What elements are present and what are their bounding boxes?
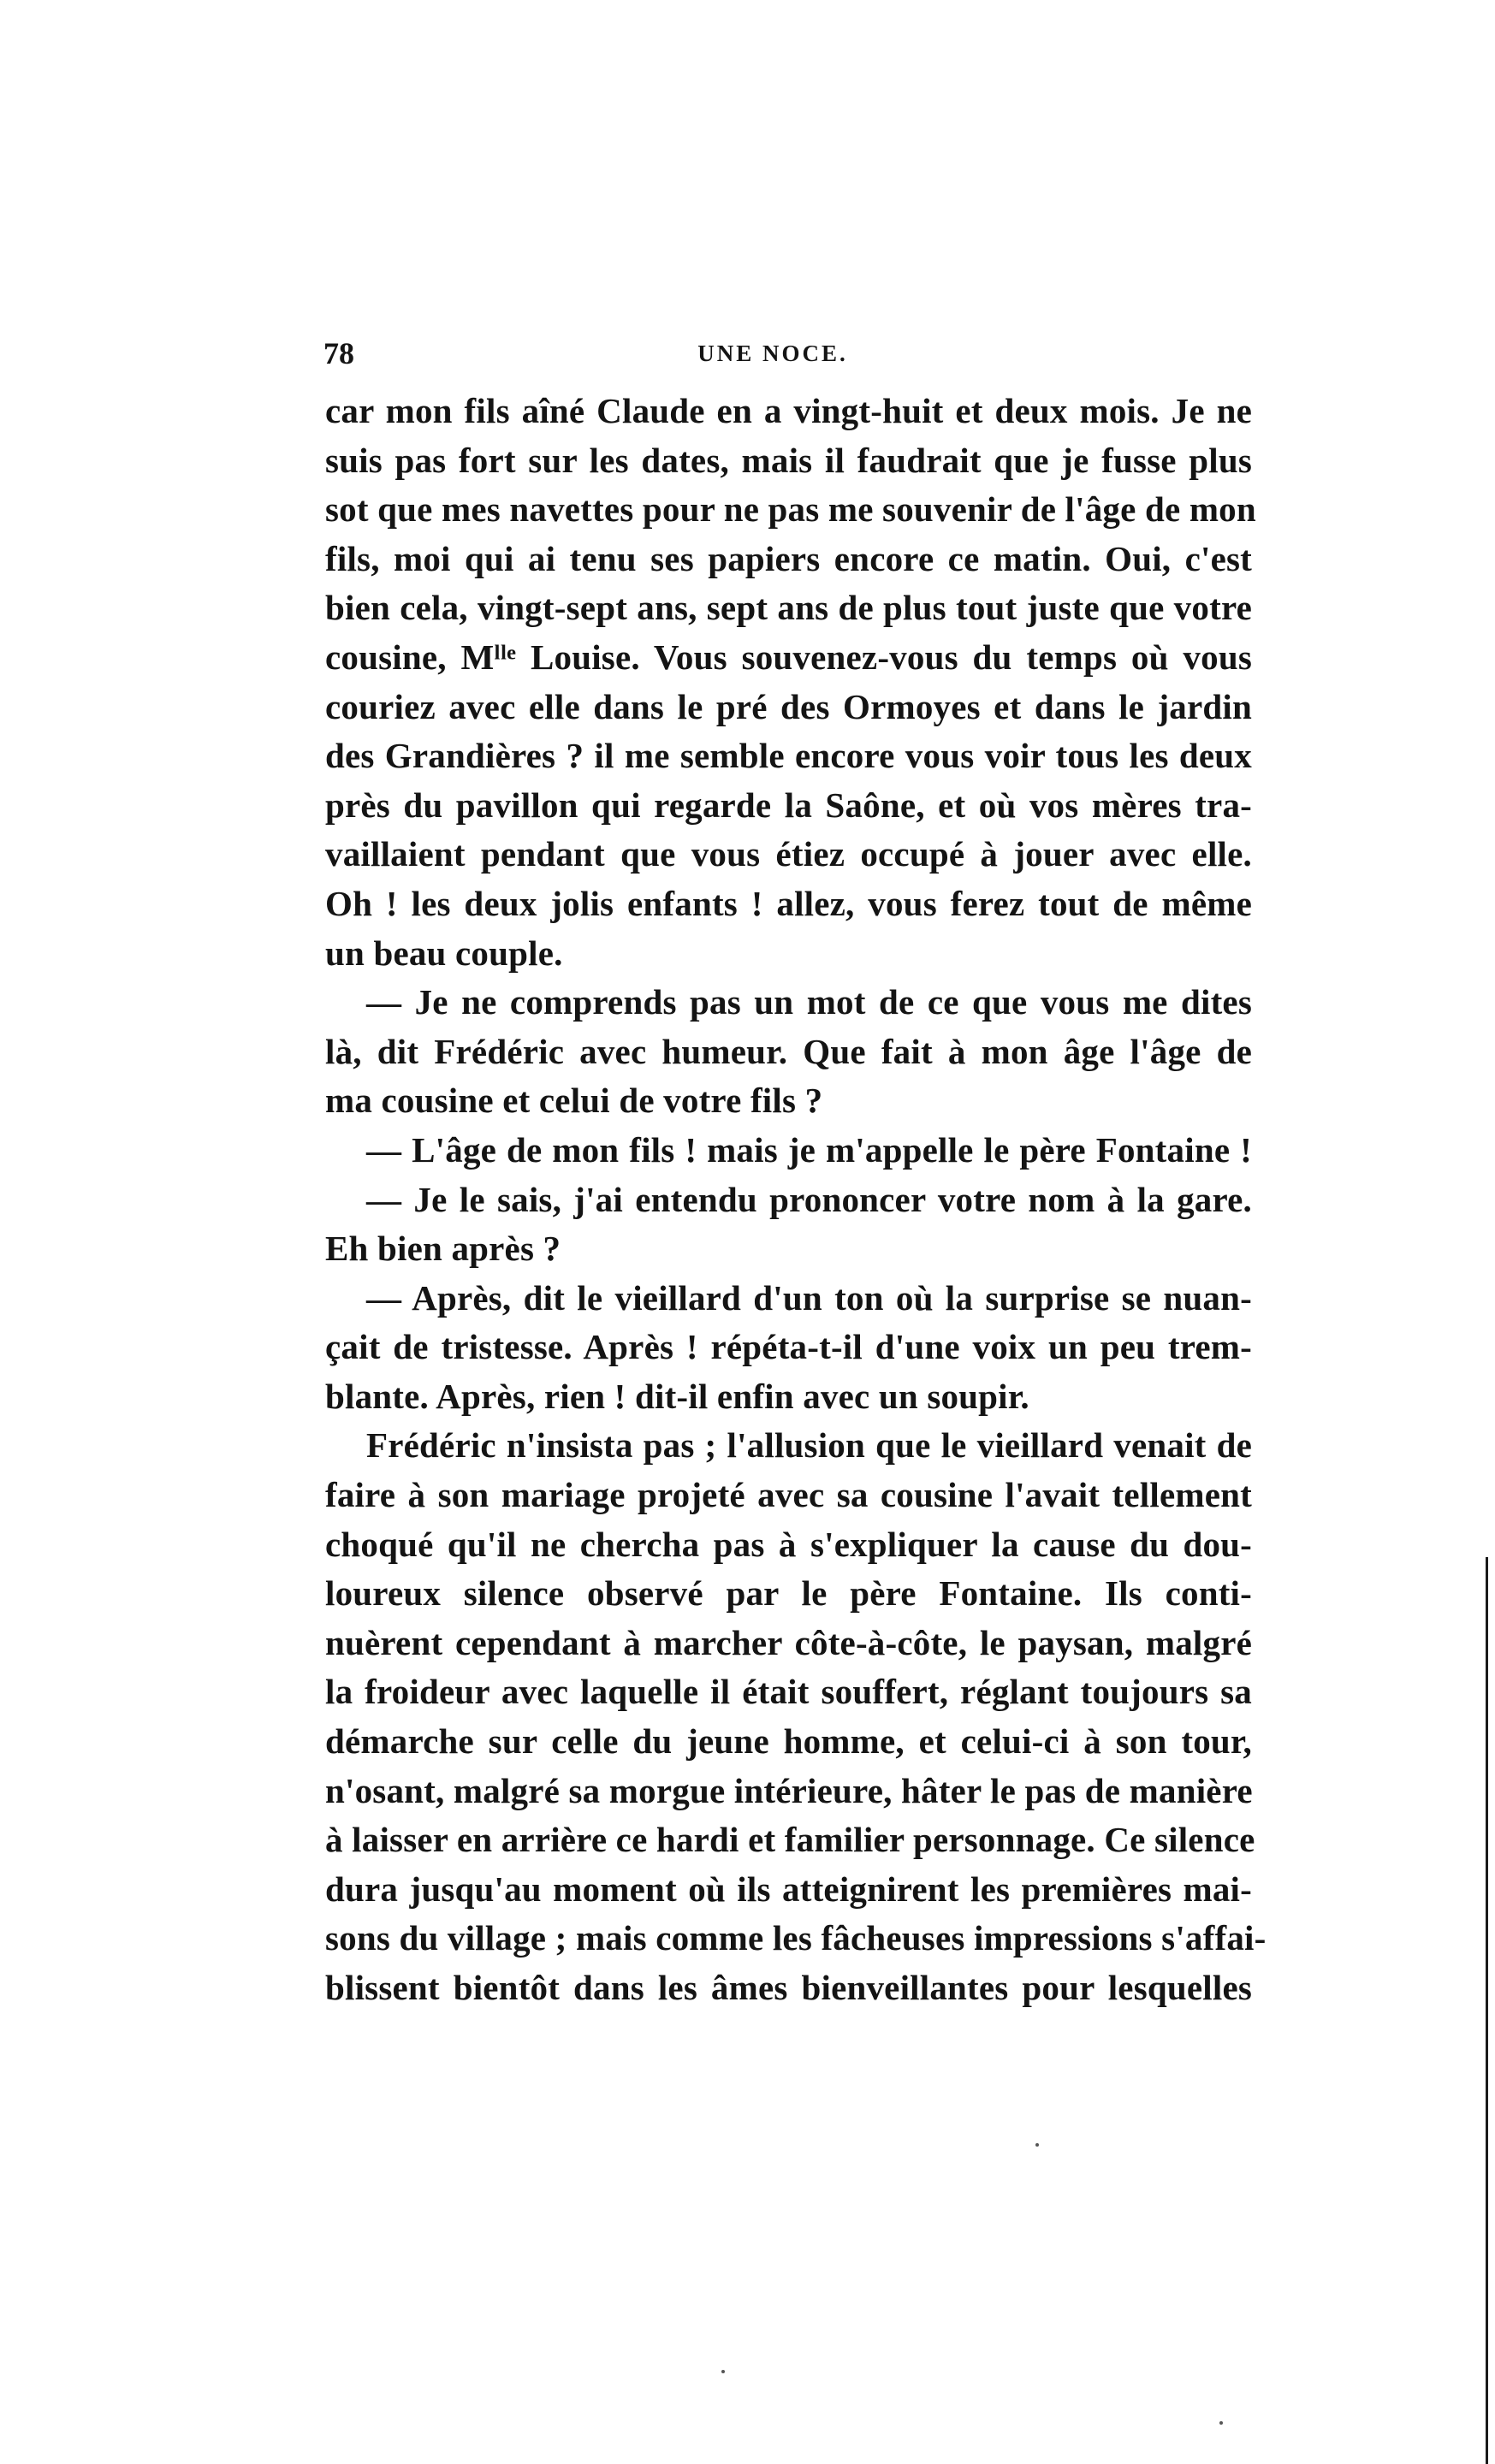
- running-title: UNE NOCE.: [697, 341, 848, 366]
- text-line: çait de tristesse. Après ! répéta-t-il d'une voix un peu trem-: [325, 1327, 1252, 1367]
- text-line: Frédéric n'insista pas ; l'allusion que le vieillard venait de: [366, 1425, 1252, 1466]
- text-line: couriez avec elle dans le pré des Ormoyes et dans le jardin: [325, 686, 1252, 726]
- text-line: choqué qu'il ne chercha pas à s'expliquer la cause du dou-: [325, 1524, 1252, 1564]
- text-line: des Grandières ? il me semble encore vous voir tous les deux: [325, 736, 1252, 776]
- scan-speck: [1219, 2421, 1223, 2425]
- text-line: n'osant, malgré sa morgue intérieure, hâter le pas de manière: [325, 1770, 1253, 1810]
- text-line: suis pas fort sur les dates, mais il faudrait que je fusse plus: [325, 440, 1252, 480]
- text-line: nuèrent cependant à marcher côte-à-côte, le paysan, malgré: [325, 1622, 1252, 1662]
- text-line: un beau couple.: [325, 933, 563, 973]
- text-line: à laisser en arrière ce hardi et familier personnage. Ce silence: [325, 1820, 1255, 1860]
- text-line: — Je ne comprends pas un mot de ce que vous me dites: [366, 982, 1252, 1022]
- text-line: bien cela, vingt-sept ans, sept ans de plus tout juste que votre: [325, 588, 1252, 628]
- text-line: là, dit Frédéric avec humeur. Que fait à mon âge l'âge de: [325, 1031, 1252, 1071]
- text-line: la froideur avec laquelle il était souffert, réglant toujours sa: [325, 1672, 1252, 1712]
- scan-speck: [1035, 2143, 1039, 2147]
- text-line: sot que mes navettes pour ne pas me souvenir de l'âge de mon: [325, 489, 1256, 530]
- scan-edge-line: [1486, 1557, 1488, 2464]
- text-line: ma cousine et celui de votre fils ?: [325, 1081, 823, 1121]
- text-line: blissent bientôt dans les âmes bienveillantes pour lesquelles: [325, 1968, 1252, 2007]
- text-line: car mon fils aîné Claude en a vingt-huit et deux mois. Je ne: [325, 391, 1252, 430]
- text-line: cousine, Mˡˡᵉ Louise. Vous souvenez-vous du temps où vous: [325, 637, 1252, 677]
- text-line: sons du village ; mais comme les fâcheuses impressions s'affai-: [325, 1918, 1267, 1958]
- text-line: blante. Après, rien ! dit-il enfin avec un soupir.: [325, 1376, 1029, 1416]
- text-line: — L'âge de mon fils ! mais je m'appelle le père Fontaine !: [366, 1129, 1252, 1170]
- page-header: [323, 335, 1248, 378]
- page-number: 78: [323, 336, 354, 370]
- scan-speck: [721, 2370, 725, 2373]
- text-line: démarche sur celle du jeune homme, et celui-ci à son tour,: [325, 1721, 1252, 1762]
- text-line: faire à son mariage projeté avec sa cousine l'avait tellement: [325, 1475, 1252, 1515]
- text-line: vaillaient pendant que vous étiez occupé à jouer avec elle.: [325, 834, 1252, 874]
- body-text: [325, 387, 1267, 2013]
- text-line: près du pavillon qui regarde la Saône, et où vos mères tra-: [325, 785, 1252, 825]
- text-line: loureux silence observé par le père Fontaine. Ils conti-: [325, 1573, 1252, 1614]
- text-line: Oh ! les deux jolis enfants ! allez, vous ferez tout de même: [325, 883, 1252, 923]
- text-line: dura jusqu'au moment où ils atteignirent les premières mai-: [325, 1869, 1252, 1909]
- text-line: — Je le sais, j'ai entendu prononcer votre nom à la gare.: [366, 1179, 1252, 1219]
- text-line: — Après, dit le vieillard d'un ton où la surprise se nuan-: [366, 1277, 1252, 1318]
- text-line: fils, moi qui ai tenu ses papiers encore ce matin. Oui, c'est: [325, 538, 1252, 578]
- text-line: Eh bien après ?: [325, 1229, 561, 1269]
